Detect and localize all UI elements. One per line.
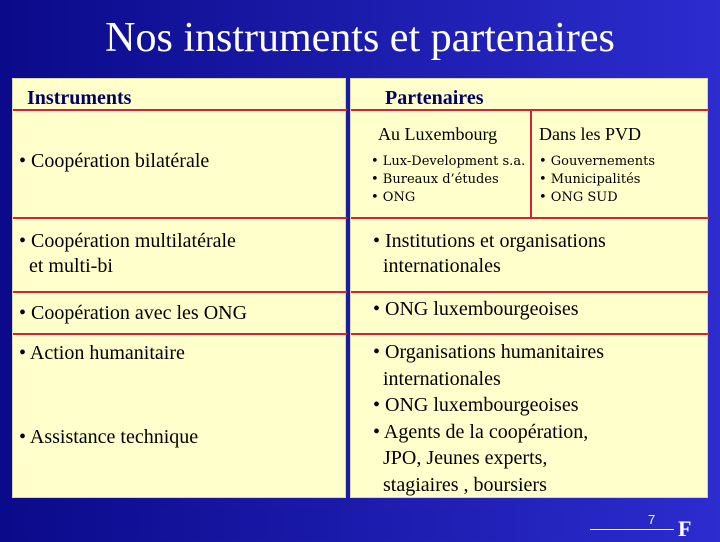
instrument-item: • Assistance technique bbox=[19, 426, 199, 448]
pvd-list: • Gouvernements • Municipalités • ONG SUD bbox=[539, 154, 655, 205]
partner-item: • Organisations humanitaires internationales • ONG luxembourgeoises • Agents de la coopération, JPO, Jeunes experts, stagiaires , boursiers bbox=[373, 341, 605, 496]
slide-title: Nos instruments et partenaires bbox=[105, 15, 615, 61]
instruments-panel bbox=[12, 78, 346, 498]
partner-item: • ONG luxembourgeoises bbox=[373, 298, 579, 320]
divider bbox=[351, 333, 709, 335]
footer-bar bbox=[0, 508, 720, 540]
instrument-item: • Coopération avec les ONG bbox=[19, 302, 248, 324]
divider bbox=[13, 217, 347, 219]
divider bbox=[13, 333, 347, 335]
instrument-item: • Action humanitaire bbox=[19, 342, 185, 364]
luxembourg-heading: Au Luxembourg bbox=[378, 124, 498, 144]
pvd-heading: Dans les PVD bbox=[539, 124, 641, 144]
divider bbox=[13, 291, 347, 293]
instrument-item: • Coopération bilatérale bbox=[19, 150, 210, 172]
partners-panel bbox=[350, 78, 708, 498]
divider bbox=[13, 109, 347, 111]
partners-heading: Partenaires bbox=[385, 87, 484, 109]
instruments-heading: Instruments bbox=[27, 87, 132, 109]
luxembourg-list: • Lux-Development s.a. • Bureaux d’études • ONG bbox=[371, 154, 526, 205]
divider bbox=[351, 291, 709, 293]
partner-item: • Institutions et organisations internationales bbox=[373, 230, 606, 277]
divider bbox=[351, 217, 709, 219]
column-divider bbox=[530, 109, 532, 217]
logo-f-icon: F bbox=[678, 516, 692, 541]
footer-underline bbox=[590, 529, 674, 530]
page-number: 7 bbox=[648, 512, 656, 527]
instrument-item: • Coopération multilatérale et multi-bi bbox=[19, 230, 236, 277]
